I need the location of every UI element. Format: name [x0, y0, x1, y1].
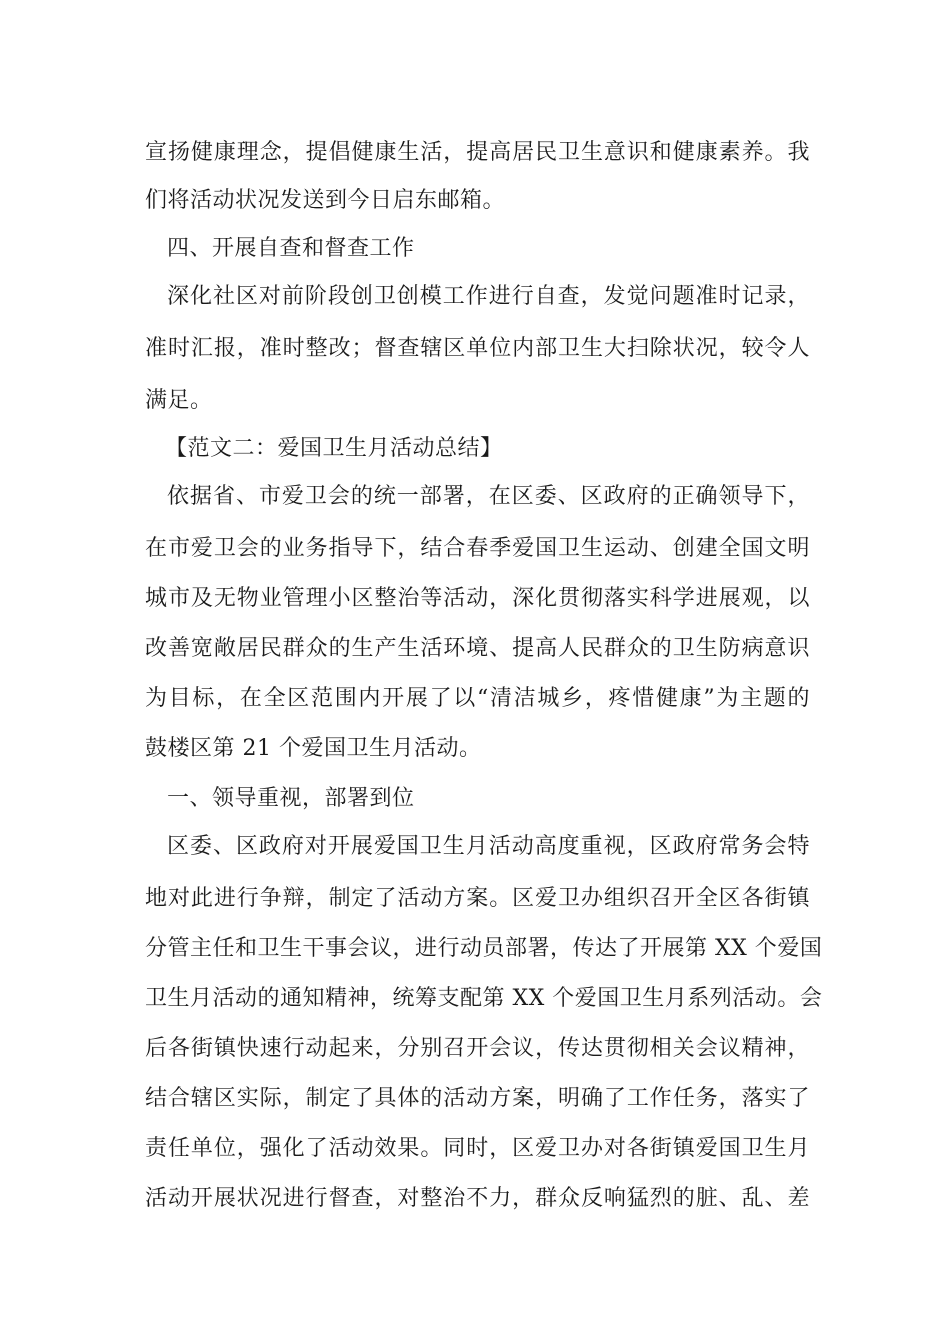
text-line: 活动开展状况进行督查，对整治不力，群众反响猛烈的脏、乱、差 [145, 1186, 810, 1211]
text-line: 依据省、市爱卫会的统一部署，在区委、区政府的正确领导下， [167, 484, 810, 509]
section-heading: 一、领导重视，部署到位 [167, 786, 415, 811]
text-line: 为目标，在全区范围内开展了以“清洁城乡，疼惜健康”为主题的 [145, 686, 810, 711]
text-line: 分管主任和卫生干事会议，进行动员部署，传达了开展第 XX 个爱国 [145, 936, 823, 961]
text-line: 满足。 [145, 388, 213, 413]
text-line: 准时汇报，准时整改；督查辖区单位内部卫生大扫除状况，较令人 [145, 336, 810, 361]
text-line: 卫生月活动的通知精神，统筹支配第 XX 个爱国卫生月系列活动。会 [145, 986, 823, 1011]
text-line: 深化社区对前阶段创卫创模工作进行自查，发觉问题准时记录， [167, 284, 810, 309]
text-line: 改善宽敞居民群众的生产生活环境、提高人民群众的卫生防病意识 [145, 636, 810, 661]
section-heading: 四、开展自查和督查工作 [167, 236, 415, 261]
text-line: 城市及无物业管理小区整治等活动，深化贯彻落实科学进展观，以 [145, 586, 810, 611]
text-line: 结合辖区实际，制定了具体的活动方案，明确了工作任务，落实了 [145, 1086, 810, 1111]
text-line: 区委、区政府对开展爱国卫生月活动高度重视，区政府常务会特 [167, 834, 810, 859]
text-line: 们将活动状况发送到今日启东邮箱。 [145, 188, 506, 213]
text-line: 在市爱卫会的业务指导下，结合春季爱国卫生运动、创建全国文明 [145, 536, 810, 561]
text-line: 鼓楼区第 21 个爱国卫生月活动。 [145, 736, 482, 761]
article-title: 【范文二：爱国卫生月活动总结】 [165, 436, 503, 461]
text-line: 责任单位，强化了活动效果。同时，区爱卫办对各街镇爱国卫生月 [145, 1136, 810, 1161]
text-line: 后各街镇快速行动起来，分别召开会议，传达贯彻相关会议精神， [145, 1036, 810, 1061]
text-line: 宣扬健康理念，提倡健康生活，提高居民卫生意识和健康素养。我 [145, 140, 810, 165]
text-line: 地对此进行争辩，制定了活动方案。区爱卫办组织召开全区各街镇 [145, 886, 810, 911]
